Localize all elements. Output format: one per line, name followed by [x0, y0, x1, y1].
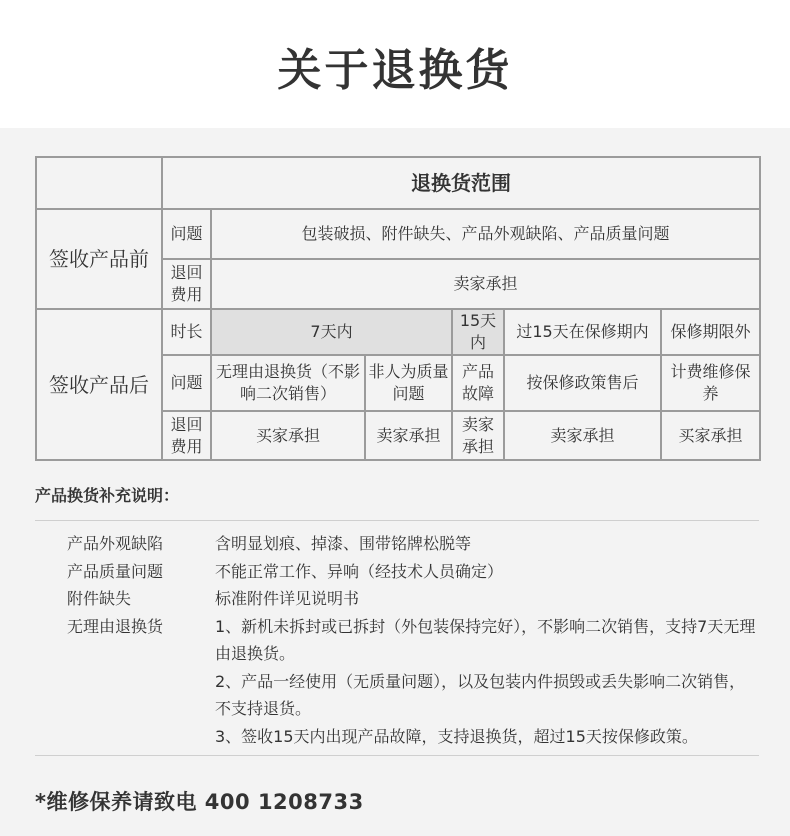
- row-label-return-cost: 退回费用: [162, 411, 211, 460]
- note-definition: [215, 530, 759, 558]
- row-label-issue: 问题: [162, 209, 211, 259]
- issue-quality: 非人为质量问题: [365, 355, 452, 411]
- note-line: 含明显划痕、掉漆、围带铭牌松脱等: [215, 534, 472, 553]
- supplement-notes: [67, 530, 759, 750]
- issue-fault: 产品故障: [452, 355, 504, 411]
- service-hotline: *维修保养请致电 400 1208733: [35, 790, 364, 814]
- before-issue-value: 包装破损、附件缺失、产品外观缺陷、产品质量问题: [211, 209, 760, 259]
- table-corner-cell: [36, 157, 162, 209]
- cost-buyer: 买家承担: [211, 411, 365, 460]
- cost-seller: 卖家承担: [365, 411, 452, 460]
- supplement-title: 产品换货补充说明：: [35, 486, 180, 505]
- note-term: 产品外观缺陷: [67, 534, 164, 553]
- issue-warranty-service: 按保修政策售后: [504, 355, 661, 411]
- row-label-issue: 问题: [162, 355, 211, 411]
- note-term: 产品质量问题: [67, 561, 164, 581]
- duration-warranty: 过15天在保修期内: [504, 309, 661, 355]
- header-area: [0, 0, 790, 128]
- divider: [35, 755, 759, 756]
- note-line: 不能正常工作、异响（经技术人员确定）: [215, 561, 504, 581]
- duration-out-of-warranty: 保修期限外: [661, 309, 760, 355]
- section-before-receipt: 签收产品前: [36, 209, 162, 309]
- note-line: 2、产品一经使用（无质量问题），以及包装内件损毁或丢失影响二次销售，不支持退货。: [215, 671, 746, 718]
- issue-no-reason-return: 无理由退换货（不影响二次销售）: [211, 355, 365, 411]
- before-cost-value: 卖家承担: [211, 259, 760, 309]
- cost-buyer: 买家承担: [661, 411, 760, 460]
- note-line: 3、签收15天内出现产品故障，支持退换货，超过15天按保修政策。: [215, 726, 698, 746]
- note-item: [67, 530, 759, 558]
- note-definition: [215, 585, 759, 613]
- note-term: 附件缺失: [67, 589, 132, 608]
- section-after-receipt: 签收产品后: [36, 309, 162, 460]
- note-line: 1、新机未拆封或已拆封（外包装保持完好），不影响二次销售，支持7天无理由退换货。: [215, 616, 756, 663]
- page-title: 关于退换货: [277, 45, 513, 96]
- note-item: [67, 558, 759, 586]
- note-term: 无理由退换货: [67, 616, 164, 636]
- issue-paid-service: 计费维修保养: [661, 355, 760, 411]
- duration-7-days: 7天内: [211, 309, 452, 355]
- note-item: [67, 585, 759, 613]
- duration-15-days: 15天内: [452, 309, 504, 355]
- note-definition: [215, 613, 759, 751]
- cost-seller: 卖家承担: [452, 411, 504, 460]
- note-definition: [215, 558, 759, 586]
- return-policy-table: [35, 156, 761, 461]
- note-item: [67, 613, 759, 751]
- row-label-duration: 时长: [162, 309, 211, 355]
- note-line: 标准附件详见说明书: [215, 589, 360, 608]
- divider: [35, 520, 759, 521]
- table-header: 退换货范围: [162, 157, 760, 209]
- cost-seller: 卖家承担: [504, 411, 661, 460]
- row-label-return-cost: 退回费用: [162, 259, 211, 309]
